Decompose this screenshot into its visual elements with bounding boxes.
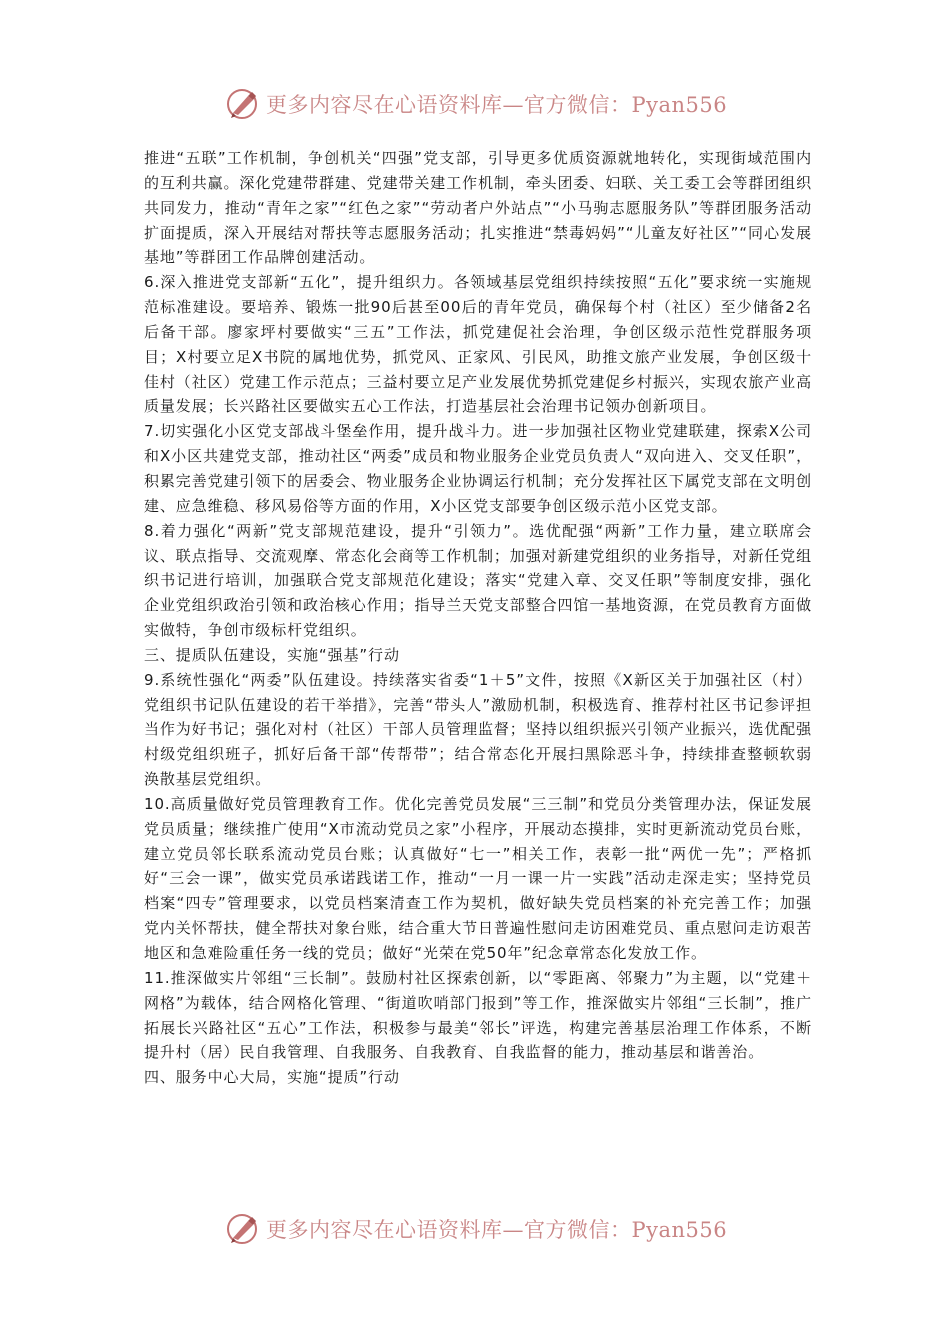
header-watermark-text: 更多内容尽在心语资料库—官方微信：Pyan556 <box>266 93 728 117</box>
document-body <box>144 146 812 1090</box>
paragraph-item-10: 10.高质量做好党员管理教育工作。优化完善党员发展“三三制”和党员分类管理办法，保证发展党员质量；继续推广使用“X市流动党员之家”小程序，开展动态摸排，实时更新流动党员台账，建立党员邻长联系流动党员台账；认真做好“七一”相关工作，表彰一批“两优一先”；严格抓好“三会一课”，做实党员承诺践诺工作，推动“一月一课一片一实践”活动走深走实；坚持党员档案“四专”管理要求，以党员档案清查工作为契机，做好缺失党员档案的补充完善工作；加强党内关怀帮扶，健全帮扶对象台账，结合重大节日普遍性慰问走访困难党员、重点慰问走访艰苦地区和急难险重任务一线的党员；做好“光荣在党50年”纪念章常态化发放工作。 <box>144 794 812 962</box>
footer-watermark-banner <box>226 1209 746 1249</box>
pen-logo-icon <box>226 87 260 121</box>
paragraph-item-8: 8.着力强化“两新”党支部规范建设，提升“引领力”。选优配强“两新”工作力量，建立联席会议、联点指导、交流观摩、常态化会商等工作机制；加强对新建党组织的业务指导，对新任党组织书记进行培训，加强联合党支部规范化建设；落实“党建入章、交叉任职”等制度安排，强化企业党组织政治引领和政治核心作用；指导兰天党支部整合四馆一基地资源，在党员教育方面做实做特，争创市级标杆党组织。 <box>144 521 812 640</box>
paragraph-item-7: 7.切实强化小区党支部战斗堡垒作用，提升战斗力。进一步加强社区物业党建联建，探索X公司和X小区共建党支部，推动社区“两委”成员和物业服务企业党员负责人“双向进入、交叉任职”，积累完善党建引领下的居委会、物业服务企业协调运行机制；充分发挥社区下属党支部在文明创建、应急维稳、移风易俗等方面的作用，X小区党支部要争创区级示范小区党支部。 <box>144 422 812 515</box>
paragraph-intro-continuation: 推进“五联”工作机制，争创机关“四强”党支部，引导更多优质资源就地转化，实现街域范围内的互利共赢。深化党建带群建、党建带关建工作机制，牵头团委、妇联、关工委工会等群团组织共同发力，推动“青年之家”“红色之家”“劳动者户外站点”“小马驹志愿服务队”等群团服务活动扩面提质，深入开展结对帮扶等志愿服务活动；扎实推进“禁毒妈妈”“儿童友好社区”“同心发展基地”等群团工作品牌创建活动。 <box>144 149 812 267</box>
section-heading-4: 四、服务中心大局，实施“提质”行动 <box>144 1068 400 1087</box>
pen-logo-icon <box>226 1212 260 1246</box>
footer-watermark-text: 更多内容尽在心语资料库—官方微信：Pyan556 <box>266 1218 728 1242</box>
paragraph-item-6: 6.深入推进党支部新“五化”，提升组织力。各领域基层党组织持续按照“五化”要求统一实施规范标准建设。要培养、锻炼一批90后甚至00后的青年党员，确保每个村（社区）至少储备2名后备干部。廖家坪村要做实“三五”工作法，抓党建促社会治理，争创区级示范性党群服务项目；X村要立足X书院的属地优势，抓党风、正家风、引民风，助推文旅产业发展，争创区级十佳村（社区）党建工作示范点；三益村要立足产业发展优势抓党建促乡村振兴，实现农旅产业高质量发展；长兴路社区要做实五心工作法，打造基层社会治理书记领办创新项目。 <box>144 273 812 416</box>
paragraph-item-11: 11.推深做实片邻组“三长制”。鼓励村社区探索创新，以“零距离、邻聚力”为主题，以“党建＋网格”为载体，结合网格化管理、“街道吹哨部门报到”等工作，推深做实片邻组“三长制”，推广拓展长兴路社区“五心”工作法，积极参与最美“邻长”评选，构建完善基层治理工作体系，不断提升村（居）民自我管理、自我服务、自我教育、自我监督的能力，推动基层和谐善治。 <box>144 968 812 1062</box>
section-heading-3: 三、提质队伍建设，实施“强基”行动 <box>144 645 400 664</box>
paragraph-item-9: 9.系统性强化“两委”队伍建设。持续落实省委“1＋5”文件，按照《X新区关于加强社区（村）党组织书记队伍建设的若干举措》，完善“带头人”激励机制，积极选育、推荐村社区书记参评担当作为好书记；强化对村（社区）干部人员管理监督；坚持以组织振兴引领产业振兴，选优配强村级党组织班子，抓好后备干部“传帮带”；结合常态化开展扫黑除恶斗争，持续排查整顿软弱涣散基层党组织。 <box>144 670 812 789</box>
header-watermark-banner <box>226 84 746 124</box>
